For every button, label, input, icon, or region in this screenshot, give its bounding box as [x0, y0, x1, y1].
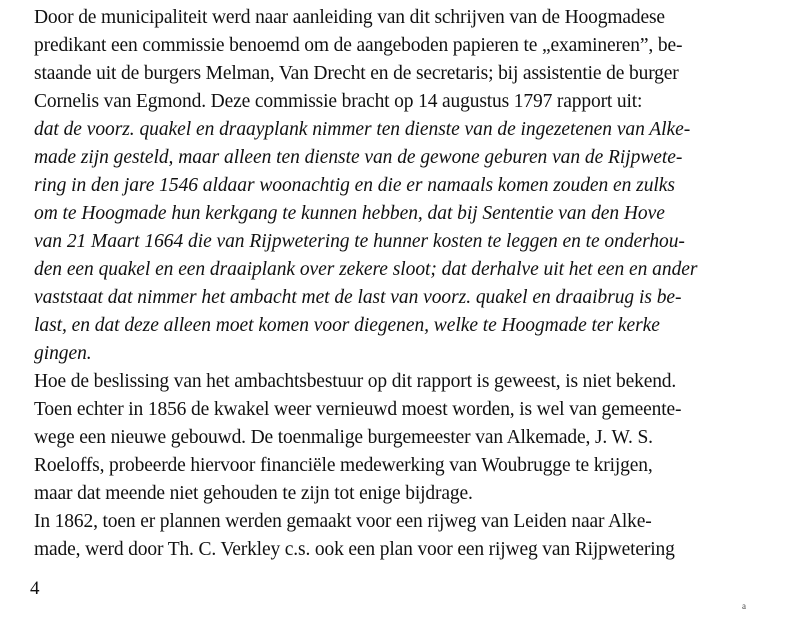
text-line: Roeloffs, probeerde hiervoor financiële medewerking van Woubrugge te krijgen,: [34, 455, 653, 476]
text-line: Door de municipaliteit werd naar aanleiding van dit schrijven van de Hoogmadese: [34, 7, 665, 28]
quoted-text-line: gingen.: [34, 343, 92, 364]
text-line: wege een nieuwe gebouwd. De toenmalige burgemeester van Alkemade, J. W. S.: [34, 427, 653, 448]
text-line: staande uit de burgers Melman, Van Drecht en de secretaris; bij assistentie de burger: [34, 63, 679, 84]
text-line: In 1862, toen er plannen werden gemaakt voor een rijweg van Leiden naar Alke-: [34, 511, 652, 532]
text-line: predikant een commissie benoemd om de aangeboden papieren te „examineren”, be-: [34, 35, 683, 56]
text-line: Hoe de beslissing van het ambachtsbestuur op dit rapport is geweest, is niet bekend.: [34, 371, 677, 392]
quoted-text-line: den een quakel en een draaiplank over zekere sloot; dat derhalve uit het een en ander: [34, 259, 698, 280]
text-line: Cornelis van Egmond. Deze commissie bracht op 14 augustus 1797 rapport uit:: [34, 91, 643, 112]
quoted-text-line: van 21 Maart 1664 die van Rijpwetering te hunner kosten te leggen en te onderhou-: [34, 231, 685, 252]
scan-speck: a: [742, 601, 746, 611]
page-number: 4: [30, 578, 40, 599]
text-line: maar dat meende niet gehouden te zijn tot enige bijdrage.: [34, 483, 473, 504]
quoted-text-line: last, en dat deze alleen moet komen voor diegenen, welke te Hoogmade ter kerke: [34, 315, 660, 336]
quoted-text-line: om te Hoogmade hun kerkgang te kunnen hebben, dat bij Sententie van den Hove: [34, 203, 665, 224]
quoted-text-line: made zijn gesteld, maar alleen ten dienste van de gewone geburen van de Rijpwete-: [34, 147, 683, 168]
quoted-text-line: dat de voorz. quakel en draayplank nimmer ten dienste van de ingezetenen van Alke-: [34, 119, 691, 140]
quoted-text-line: vaststaat dat nimmer het ambacht met de last van voorz. quakel en draaibrug is be-: [34, 287, 682, 308]
text-line: Toen echter in 1856 de kwakel weer vernieuwd moest worden, is wel van gemeente-: [34, 399, 682, 420]
quoted-text-line: ring in den jare 1546 aldaar woonachtig en die er namaals komen zouden en zulks: [34, 175, 675, 196]
text-line: made, werd door Th. C. Verkley c.s. ook een plan voor een rijweg van Rijpwetering: [34, 539, 675, 560]
